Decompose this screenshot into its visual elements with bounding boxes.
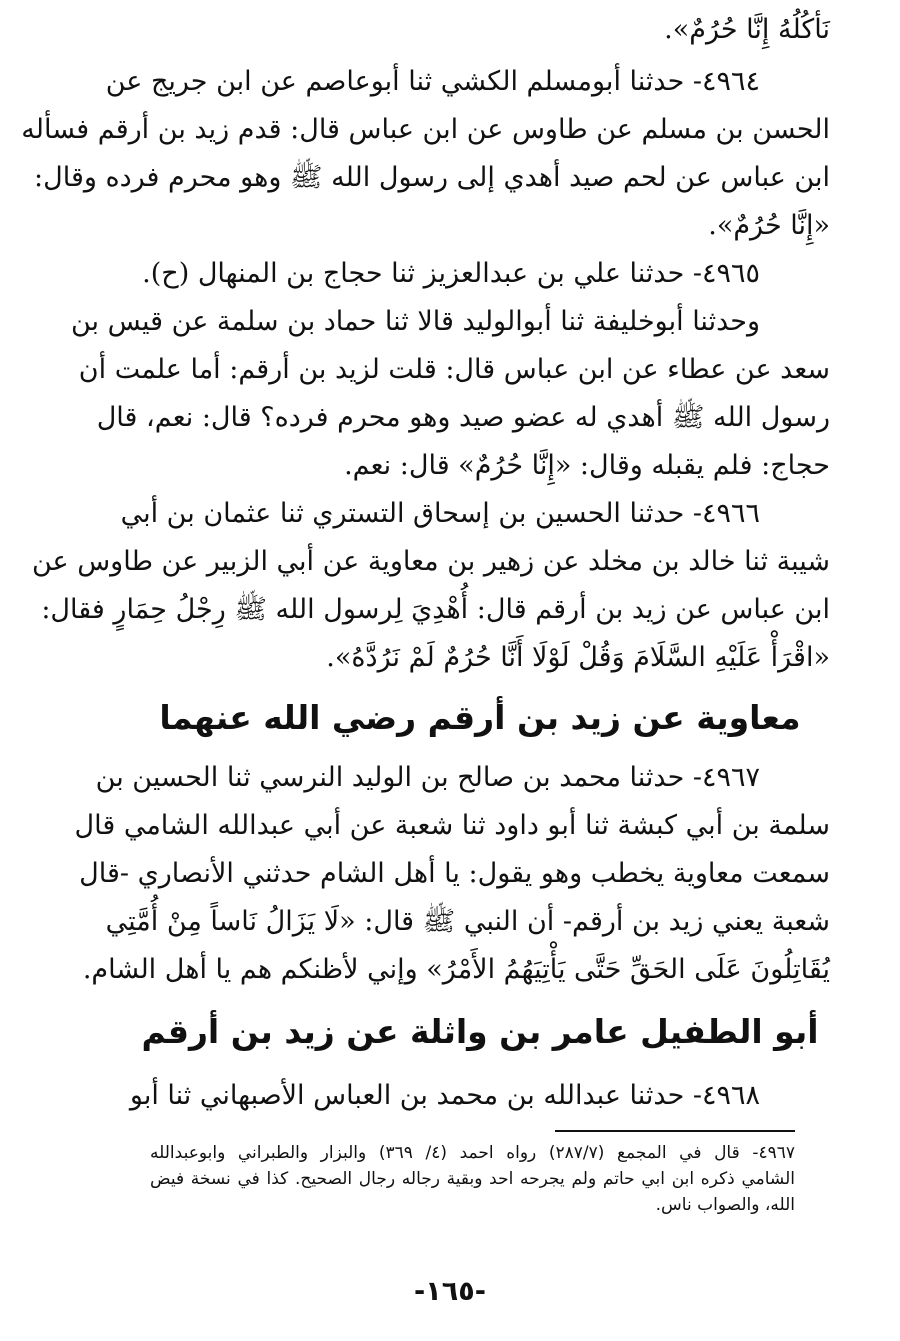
hadith-4964-line-1: ٤٩٦٤- حدثنا أبومسلم الكشي ثنا أبوعاصم عن ابن جريج عن [105,66,760,97]
hadith-4966-line-3: ابن عباس عن زيد بن أرقم قال: أُهْدِيَ لِرسول الله ﷺ رِجْلُ حِمَارٍ فقال: [41,594,830,625]
hadith-4967-line-5: يُقَاتِلُونَ عَلَى الحَقِّ حَتَّى يَأْتِيَهُمُ الأَمْرُ» وإني لأظنكم هم يا أهل الشام. [82,954,830,985]
hadith-4965-intro: ٤٩٦٥- حدثنا علي بن عبدالعزيز ثنا حجاج بن المنهال (ح). [142,258,760,289]
footnote-line-2: الشامي ذكره ابن ابي حاتم ولم يجرحه احد وبقية رجاله رجال الصحيح. كذا في نسخة فيض [150,1169,795,1189]
hadith-4967-line-3: سمعت معاوية يخطب وهو يقول: يا أهل الشام حدثني الأنصاري -قال [79,858,830,889]
page-number: -١٦٥- [414,1276,486,1307]
section-heading-muawiya: معاوية عن زيد بن أرقم رضي الله عنهما [159,698,801,737]
hadith-4967-line-1: ٤٩٦٧- حدثنا محمد بن صالح بن الوليد النرسي ثنا الحسين بن [95,762,760,793]
footnote-separator [555,1130,795,1132]
hadith-4965-line-2: سعد عن عطاء عن ابن عباس قال: قلت لزيد بن أرقم: أما علمت أن [78,354,830,385]
hadith-4965-line-4: حجاج: فلم يقبله وقال: «إِنَّا حُرُمٌ» قال: نعم. [344,450,830,481]
hadith-4967-line-2: سلمة بن أبي كبشة ثنا أبو داود ثنا شعبة عن أبي عبدالله الشامي قال [74,810,830,841]
hadith-4965-line-3: رسول الله ﷺ أهدي له عضو صيد وهو محرم فرده؟ قال: نعم، قال [96,402,830,433]
top-continuation-line: نَأكُلُهُ إِنَّا حُرُمٌ». [664,14,830,45]
hadith-4964-line-4: «إِنَّا حُرُمٌ». [708,210,830,241]
hadith-4966-line-2: شيبة ثنا خالد بن مخلد عن زهير بن معاوية عن أبي الزبير عن طاوس عن [31,546,830,577]
section-heading-abu-tufayl: أبو الطفيل عامر بن واثلة عن زيد بن أرقم [141,1012,819,1051]
hadith-4966-line-1: ٤٩٦٦- حدثنا الحسين بن إسحاق التستري ثنا عثمان بن أبي [120,498,760,529]
hadith-4965-line-1: وحدثنا أبوخليفة ثنا أبوالوليد قالا ثنا حماد بن سلمة عن قيس بن [70,306,760,337]
footnote-line-1: ٤٩٦٧- قال في المجمع (٢٨٧/٧) رواه احمد (٤/ ٣٦٩) والبزار والطبراني وابوعبدالله [150,1143,795,1163]
hadith-4966-line-4: «اقْرَأْ عَلَيْهِ السَّلَامَ وَقُلْ لَوْلَا أَنَّا حُرُمٌ لَمْ نَرُدَّهُ». [326,642,830,673]
hadith-4968-line-1: ٤٩٦٨- حدثنا عبدالله بن محمد بن العباس الأصبهاني ثنا أبو [129,1080,760,1111]
hadith-4964-line-2: الحسن بن مسلم عن طاوس عن ابن عباس قال: قدم زيد بن أرقم فسأله [21,114,830,145]
hadith-4967-line-4: شعبة يعني زيد بن أرقم- أن النبي ﷺ قال: «لَا يَزَالُ نَاساً مِنْ أُمَّتِي [105,906,830,937]
footnote-line-3: الله، والصواب ناس. [655,1195,795,1215]
hadith-4964-line-3: ابن عباس عن لحم صيد أهدي إلى رسول الله ﷺ وهو محرم فرده وقال: [34,162,830,193]
